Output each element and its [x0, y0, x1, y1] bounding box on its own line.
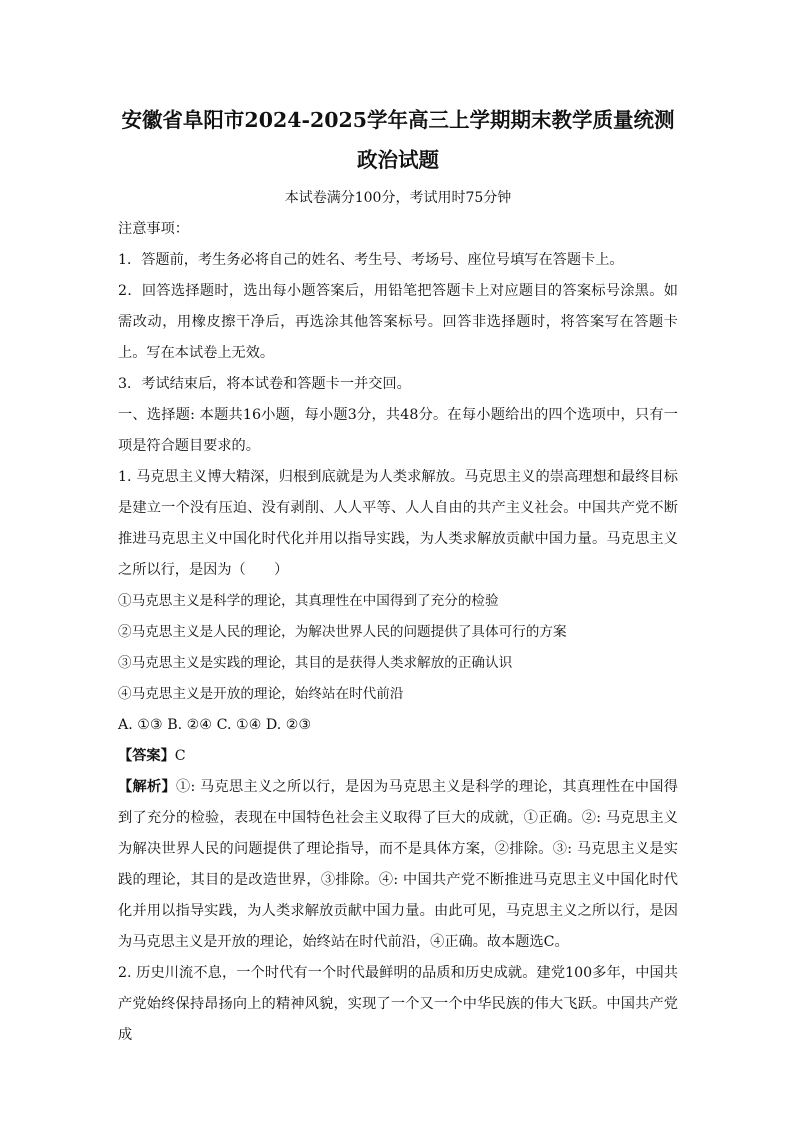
document-subtitle: 政治试题: [357, 148, 439, 172]
answer-label: 【答案】: [118, 748, 175, 764]
notice-item-3: 3．考试结束后，将本试卷和答题卡一并交回。: [118, 376, 411, 392]
answer-value: C: [174, 748, 186, 764]
question-1-statement-3: ③马克思主义是实践的理论，其目的是获得人类求解放的正确认识: [118, 655, 513, 671]
notice-item-2: 2．回答选择题时，选出每小题答案后，用铅笔把答题卡上对应题目的答案标号涂黑。如需改动，用橡皮擦干净后，再选涂其他答案标号。回答非选择题时，将答案写在答题卡上。写在本试卷上无效。: [118, 283, 678, 361]
question-1-statement-1: ①马克思主义是科学的理论，其真理性在中国得到了充分的检验: [118, 593, 499, 609]
question-1-choices: A. ①③ B. ②④ C. ①④ D. ②③: [118, 717, 312, 733]
question-1-statement-4: ④马克思主义是开放的理论，始终站在时代前沿: [118, 686, 404, 702]
question-1-stem: 1. 马克思主义博大精深，归根到底就是为人类求解放。马克思主义的崇高理想和最终目标是建立一个没有压迫、没有剥削、人人平等、人人自由的共产主义社会。中国共产党不断推进马克思主义中国化时代化并用以指导实践，为人类求解放贡献中国力量。马克思主义之所以行，是因为（ ）: [118, 469, 678, 578]
analysis-label: 【解析】: [118, 779, 176, 795]
document-body: [118, 100, 678, 1051]
question-1-analysis: [118, 772, 678, 958]
question-1-answer: [118, 741, 678, 772]
notice-heading: 注意事项：: [118, 221, 189, 237]
analysis-text: ①: 马克思主义之所以行，是因为马克思主义是科学的理论，其真理性在中国得到了充分的检验，表现在中国特色社会主义取得了巨大的成就，①正确。②: 马克思主义为解决世界人民的问题提供了理论指导，而不是具体方案，②排除。③: 马克思主义是实践的理论，其目的是改造世界，③排除。④: 中国共产党不断推进马克思主义中国化时代化并用以指导实践，为人类求解放贡献中国力量。由此可见，马克思主义之所以行，是因为马克思主义是开放的理论，始终站在时代前沿，④正确。故本题选C。: [118, 779, 678, 950]
document-title: 安徽省阜阳市2024-2025学年高三上学期期末教学质量统测: [121, 108, 675, 132]
question-2-stem: 2. 历史川流不息，一个时代有一个时代最鲜明的品质和历史成就。建党100多年，中国共产党始终保持昂扬向上的精神风貌，实现了一个又一个中华民族的伟大飞跃。中国共产党成: [118, 965, 678, 1043]
question-1-statement-2: ②马克思主义是人民的理论，为解决世界人民的问题提供了具体可行的方案: [118, 624, 567, 640]
notice-item-1: 1．答题前，考生务必将自己的姓名、考生号、考场号、座位号填写在答题卡上。: [118, 252, 624, 268]
section-heading: 一、选择题: 本题共16小题，每小题3分，共48分。在每小题给出的四个选项中，只有一项是符合题目要求的。: [118, 407, 678, 454]
exam-info: 本试卷满分100分，考试用时75分钟: [284, 190, 512, 206]
